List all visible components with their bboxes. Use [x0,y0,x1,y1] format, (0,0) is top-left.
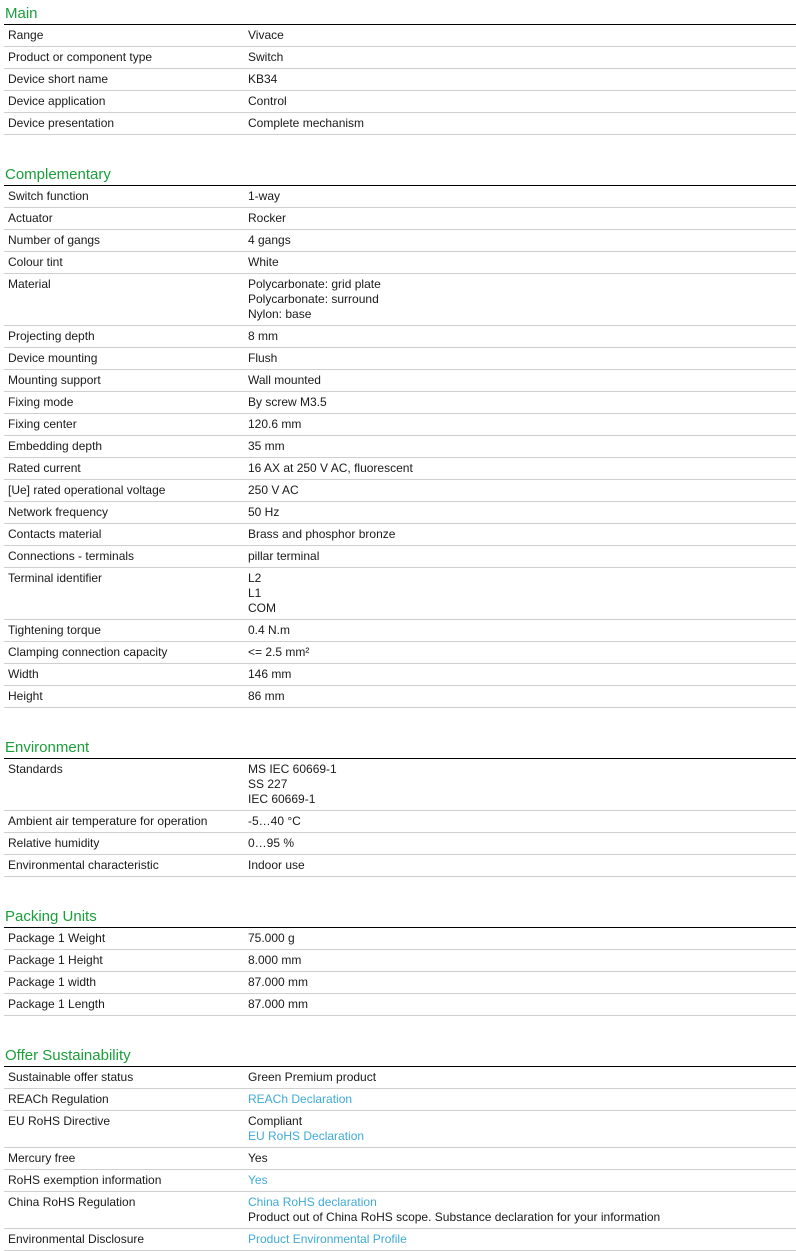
spec-label: Contacts material [4,524,244,546]
table-row [4,1089,796,1111]
table-row [4,370,796,392]
spec-label: China RoHS Regulation [4,1192,244,1229]
spec-value-line: Switch [248,50,284,64]
table-row [4,252,796,274]
spec-value [244,91,796,113]
spec-label: Package 1 Length [4,994,244,1016]
spec-value-line: Wall mounted [248,373,321,387]
spec-value [244,480,796,502]
spec-value-line: Control [248,94,287,108]
spec-value-line: By screw M3.5 [248,395,327,409]
spec-label: Height [4,686,244,708]
table-row [4,664,796,686]
table-row [4,25,796,47]
table-row [4,326,796,348]
spec-label: Tightening torque [4,620,244,642]
spec-value-line: Compliant [248,1114,303,1128]
spec-value [244,69,796,91]
spec-link[interactable]: China RoHS declaration [248,1195,377,1209]
spec-label: Connections - terminals [4,546,244,568]
spec-value [244,370,796,392]
spec-label: Sustainable offer status [4,1067,244,1089]
table-row [4,928,796,950]
spec-label: Product or component type [4,47,244,69]
spec-table [4,186,796,708]
spec-label: Device application [4,91,244,113]
table-row [4,1148,796,1170]
spec-value-line: 0…95 % [248,836,295,850]
spec-value [244,326,796,348]
table-row [4,113,796,135]
spec-value [244,950,796,972]
table-row [4,1067,796,1089]
spec-label: Clamping connection capacity [4,642,244,664]
spec-value [244,274,796,326]
spec-value-line: Product out of China RoHS scope. Substance declaration for your information [248,1210,661,1224]
spec-label: Mercury free [4,1148,244,1170]
spec-label: Material [4,274,244,326]
spec-label: Number of gangs [4,230,244,252]
table-row [4,546,796,568]
spec-value [244,524,796,546]
spec-value-line: 16 AX at 250 V AC, fluorescent [248,461,413,475]
spec-value [244,436,796,458]
spec-label: Device presentation [4,113,244,135]
spec-value-line: Nylon: base [248,307,312,321]
spec-value-line: 35 mm [248,439,285,453]
spec-label: [Ue] rated operational voltage [4,480,244,502]
spec-link[interactable]: Product Environmental Profile [248,1232,407,1246]
spec-label: Fixing center [4,414,244,436]
section-title: Complementary [5,166,111,183]
spec-value [244,972,796,994]
table-row [4,972,796,994]
table-row [4,950,796,972]
table-row [4,833,796,855]
spec-label: Colour tint [4,252,244,274]
spec-value [244,1170,796,1192]
spec-label: Device mounting [4,348,244,370]
spec-label: Projecting depth [4,326,244,348]
spec-value-line: SS 227 [248,777,288,791]
table-row [4,348,796,370]
spec-value-line: 75.000 g [248,931,295,945]
table-row [4,686,796,708]
spec-value [244,348,796,370]
table-row [4,620,796,642]
spec-label: Mounting support [4,370,244,392]
spec-value-line: Complete mechanism [248,116,365,130]
spec-value-line: MS IEC 60669-1 [248,762,337,776]
table-row [4,994,796,1016]
table-row [4,1170,796,1192]
spec-value [244,230,796,252]
spec-value-line: 146 mm [248,667,292,681]
spec-label: Environmental characteristic [4,855,244,877]
spec-value-line: 87.000 mm [248,975,309,989]
spec-label: Fixing mode [4,392,244,414]
table-row [4,47,796,69]
table-row [4,274,796,326]
spec-table [4,928,796,1016]
section-offer-sustainability [0,1046,796,1251]
spec-value-line: Polycarbonate: grid plate [248,277,381,291]
table-row [4,1229,796,1251]
spec-value [244,458,796,480]
spec-value [244,1089,796,1111]
spec-value [244,546,796,568]
spec-value [244,1067,796,1089]
table-row [4,392,796,414]
spec-value-line: KB34 [248,72,278,86]
spec-label: Environmental Disclosure [4,1229,244,1251]
section-title: Packing Units [5,908,97,925]
section-environment [0,738,796,877]
spec-value-line: <= 2.5 mm² [248,645,310,659]
spec-value-line: L2 [248,571,262,585]
spec-value-line: 120.6 mm [248,417,302,431]
spec-label: Embedding depth [4,436,244,458]
spec-label: Terminal identifier [4,568,244,620]
spec-value-line: Polycarbonate: surround [248,292,379,306]
spec-value-line: Yes [248,1151,268,1165]
spec-label: RoHS exemption information [4,1170,244,1192]
spec-value [244,855,796,877]
table-row [4,1192,796,1229]
spec-value [244,568,796,620]
spec-value [244,1111,796,1148]
spec-label: Device short name [4,69,244,91]
table-row [4,524,796,546]
spec-value-line: pillar terminal [248,549,320,563]
table-row [4,414,796,436]
spec-value-line: Rocker [248,211,287,225]
spec-value [244,686,796,708]
section-title: Offer Sustainability [5,1047,131,1064]
spec-value-line: 1-way [248,189,281,203]
spec-table [4,1067,796,1251]
section-main [0,4,796,135]
table-row [4,1111,796,1148]
table-row [4,186,796,208]
spec-value [244,833,796,855]
spec-value-line: Vivace [248,28,284,42]
spec-value-line: L1 [248,586,262,600]
table-row [4,642,796,664]
table-row [4,91,796,113]
spec-value [244,994,796,1016]
spec-value-line: 87.000 mm [248,997,309,1011]
spec-value [244,620,796,642]
table-row [4,855,796,877]
spec-label: Ambient air temperature for operation [4,811,244,833]
spec-label: Actuator [4,208,244,230]
spec-link[interactable]: EU RoHS Declaration [248,1129,365,1143]
spec-value [244,642,796,664]
spec-value-line: 0.4 N.m [248,623,291,637]
spec-label: Package 1 width [4,972,244,994]
spec-value-line: Green Premium product [248,1070,377,1084]
table-row [4,208,796,230]
spec-value [244,252,796,274]
table-row [4,480,796,502]
spec-value-line: Brass and phosphor bronze [248,527,396,541]
spec-label: EU RoHS Directive [4,1111,244,1148]
table-row [4,502,796,524]
spec-value-line: 86 mm [248,689,285,703]
spec-value [244,502,796,524]
table-row [4,759,796,811]
spec-value [244,1148,796,1170]
spec-label: Switch function [4,186,244,208]
spec-value [244,1229,796,1251]
spec-value [244,186,796,208]
section-complementary [0,165,796,708]
spec-value-line: 4 gangs [248,233,291,247]
spec-value [244,25,796,47]
spec-label: Network frequency [4,502,244,524]
spec-value [244,664,796,686]
spec-table [4,759,796,877]
spec-value [244,113,796,135]
spec-label: Package 1 Height [4,950,244,972]
spec-value-line: 250 V AC [248,483,299,497]
spec-value [244,392,796,414]
spec-value-line: Indoor use [248,858,305,872]
spec-value [244,208,796,230]
spec-label: Package 1 Weight [4,928,244,950]
spec-label: Relative humidity [4,833,244,855]
spec-value-line: -5…40 °C [248,814,301,828]
table-row [4,568,796,620]
spec-value-line: 50 Hz [248,505,280,519]
table-row [4,230,796,252]
spec-value-line: COM [248,601,276,615]
spec-value-line: Flush [248,351,278,365]
spec-value-line: 8.000 mm [248,953,302,967]
section-title: Main [5,5,38,22]
spec-value [244,1192,796,1229]
spec-link[interactable]: Yes [248,1173,268,1187]
spec-label: REACh Regulation [4,1089,244,1111]
spec-label: Range [4,25,244,47]
spec-value [244,811,796,833]
spec-value [244,759,796,811]
table-row [4,458,796,480]
spec-table [4,25,796,135]
section-title: Environment [5,739,90,756]
spec-link[interactable]: REACh Declaration [248,1092,353,1106]
table-row [4,69,796,91]
spec-value [244,47,796,69]
section-packing-units [0,907,796,1016]
spec-label: Standards [4,759,244,811]
spec-value-line: IEC 60669-1 [248,792,316,806]
spec-value [244,928,796,950]
spec-label: Rated current [4,458,244,480]
spec-value-line: White [248,255,279,269]
spec-value-line: 8 mm [248,329,278,343]
spec-value [244,414,796,436]
table-row [4,436,796,458]
table-row [4,811,796,833]
spec-label: Width [4,664,244,686]
